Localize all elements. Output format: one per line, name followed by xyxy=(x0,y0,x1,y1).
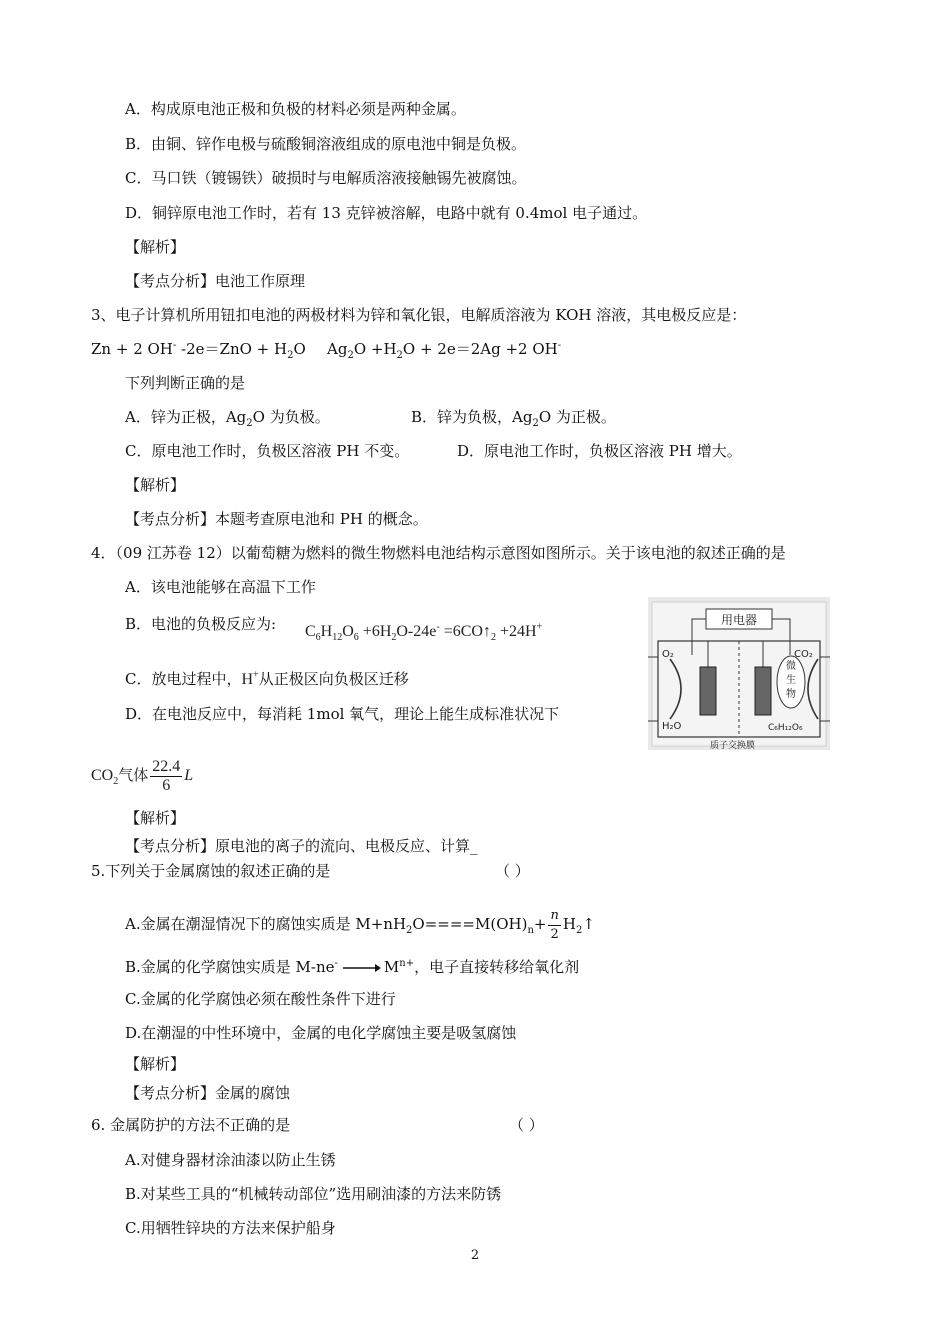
q3-prompt: 下列判断正确的是 xyxy=(125,374,246,392)
q3-stem: 3、电子计算机所用钮扣电池的两极材料为锌和氧化银，电解质溶液为 KOH 溶液，其电极反应是： xyxy=(91,306,747,324)
q5-option-d: D.在潮湿的中性环境中，金属的电化学腐蚀主要是吸氢腐蚀 xyxy=(125,1024,517,1042)
microbe-char-3: 物 xyxy=(786,689,796,700)
q2-option-d: D．铜锌原电池工作时，若有 13 克锌被溶解，电路中就有 0.4mol 电子通过。 xyxy=(125,204,648,222)
fuel-cell-diagram xyxy=(648,597,830,750)
q2-option-c: C．马口铁（镀锡铁）破损时与电解质溶液接触锡先被腐蚀。 xyxy=(125,169,527,187)
q3-option-d: D．原电池工作时，负极区溶液 PH 增大。 xyxy=(457,442,742,460)
device-label: 用电器 xyxy=(720,613,758,627)
q3-equation-1: Zn + 2 OH- $-2e=ZnO + H_2O$ xyxy=(91,340,306,361)
q5-analysis: 【解析】 xyxy=(125,1055,186,1073)
q2-option-b: B．由铜、锌作电极与硫酸铜溶液组成的原电池中铜是负极。 xyxy=(125,135,527,153)
q4-option-a: A．该电池能够在高温下工作 xyxy=(125,578,316,596)
h2o-label: H₂O xyxy=(662,721,682,732)
hydrogen-ion: H+ xyxy=(241,669,259,688)
q3-analysis: 【解析】 xyxy=(125,476,186,494)
negative-electrode xyxy=(755,667,771,715)
q2-analysis: 【解析】 xyxy=(125,238,186,256)
q3-option-c: C．原电池工作时，负极区溶液 PH 不变。 xyxy=(125,442,410,460)
q5-answer-paren: （ ） xyxy=(495,862,530,880)
q4-stem: 4．（09 江苏卷 12）以葡萄糖为燃料的微生物燃料电池结构示意图如图所示。关于该电池的叙述正确的是 xyxy=(91,544,786,562)
q5-option-c: C.金属的化学腐蚀必须在酸性条件下进行 xyxy=(125,990,396,1008)
microbe-char-1: 微 xyxy=(786,661,796,672)
q2-option-a: A．构成原电池正极和负极的材料必须是两种金属。 xyxy=(125,100,466,118)
q6-option-a: A.对健身器材涂油漆以防止生锈 xyxy=(125,1151,336,1169)
q5-stem: 5.下列关于金属腐蚀的叙述正确的是 xyxy=(91,862,331,880)
q4-option-c: C．放电过程中，H+从正极区向负极区迁移 xyxy=(125,669,409,688)
q5-option-a: A.金属在潮湿情况下的腐蚀实质是 $M+nH_2O====M(OH)_n+$ $\frac{n}{2}$ $H_2↑$ xyxy=(125,907,595,942)
membrane-label: 质子交换膜 xyxy=(710,741,756,750)
q4-point-analysis: 【考点分析】原电池的离子的流向、电极反应、计算_ xyxy=(125,837,478,855)
volume-fraction: $\frac{22.4}{6}$ xyxy=(152,757,181,794)
q4-option-b-label: B．电池的负极反应为: xyxy=(125,615,277,633)
right-arrow-icon xyxy=(341,963,381,973)
q3-option-a: A．锌为正极，$Ag_2O$ 为负极。 xyxy=(125,408,330,429)
o2-label: O₂ xyxy=(662,649,674,660)
positive-electrode xyxy=(700,667,716,715)
n-over-2-fraction: $\frac{n}{2}$ xyxy=(550,907,559,942)
q6-option-b: B.对某些工具的“机械转动部位”选用刷油漆的方法来防锈 xyxy=(125,1185,502,1203)
q6-option-c: C.用牺牲锌块的方法来保护船身 xyxy=(125,1219,336,1237)
q3-point-analysis: 【考点分析】本题考查原电池和 PH 的概念。 xyxy=(125,510,428,528)
q5-point-analysis: 【考点分析】金属的腐蚀 xyxy=(125,1084,291,1102)
q4-analysis: 【解析】 xyxy=(125,809,186,827)
q4-option-d-continued: $CO_2$气体 $\frac{22.4}{6}$ L xyxy=(91,757,194,794)
q2-point-analysis: 【考点分析】电池工作原理 xyxy=(125,272,306,290)
glucose-label: C₆H₁₂O₆ xyxy=(768,723,803,733)
page-number: 2 xyxy=(470,1248,480,1263)
q5-option-b: B.金属的化学腐蚀实质是 M-ne- $M^{n+}$，电子直接转移给氧化剂 xyxy=(125,958,580,976)
q3-equation-2: $Ag_2O +H_2O + 2e=2Ag +2$ OH- xyxy=(327,340,562,361)
co2-label: CO₂ xyxy=(794,649,813,660)
q6-answer-paren: （ ） xyxy=(509,1116,544,1134)
q4-option-b-formula: $C_6H_{12}O_6 +6H_2O-24e^-$ $=6CO↑_2 +24H^+$ xyxy=(305,621,543,644)
microbe-char-2: 生 xyxy=(786,675,796,686)
q6-stem: 6. 金属防护的方法不正确的是 xyxy=(91,1116,291,1134)
q4-option-d: D．在电池反应中，每消耗 1mol 氧气，理论上能生成标准状况下 xyxy=(125,705,560,723)
q3-option-b: B．锌为负极，$Ag_2O$ 为正极。 xyxy=(411,408,616,429)
